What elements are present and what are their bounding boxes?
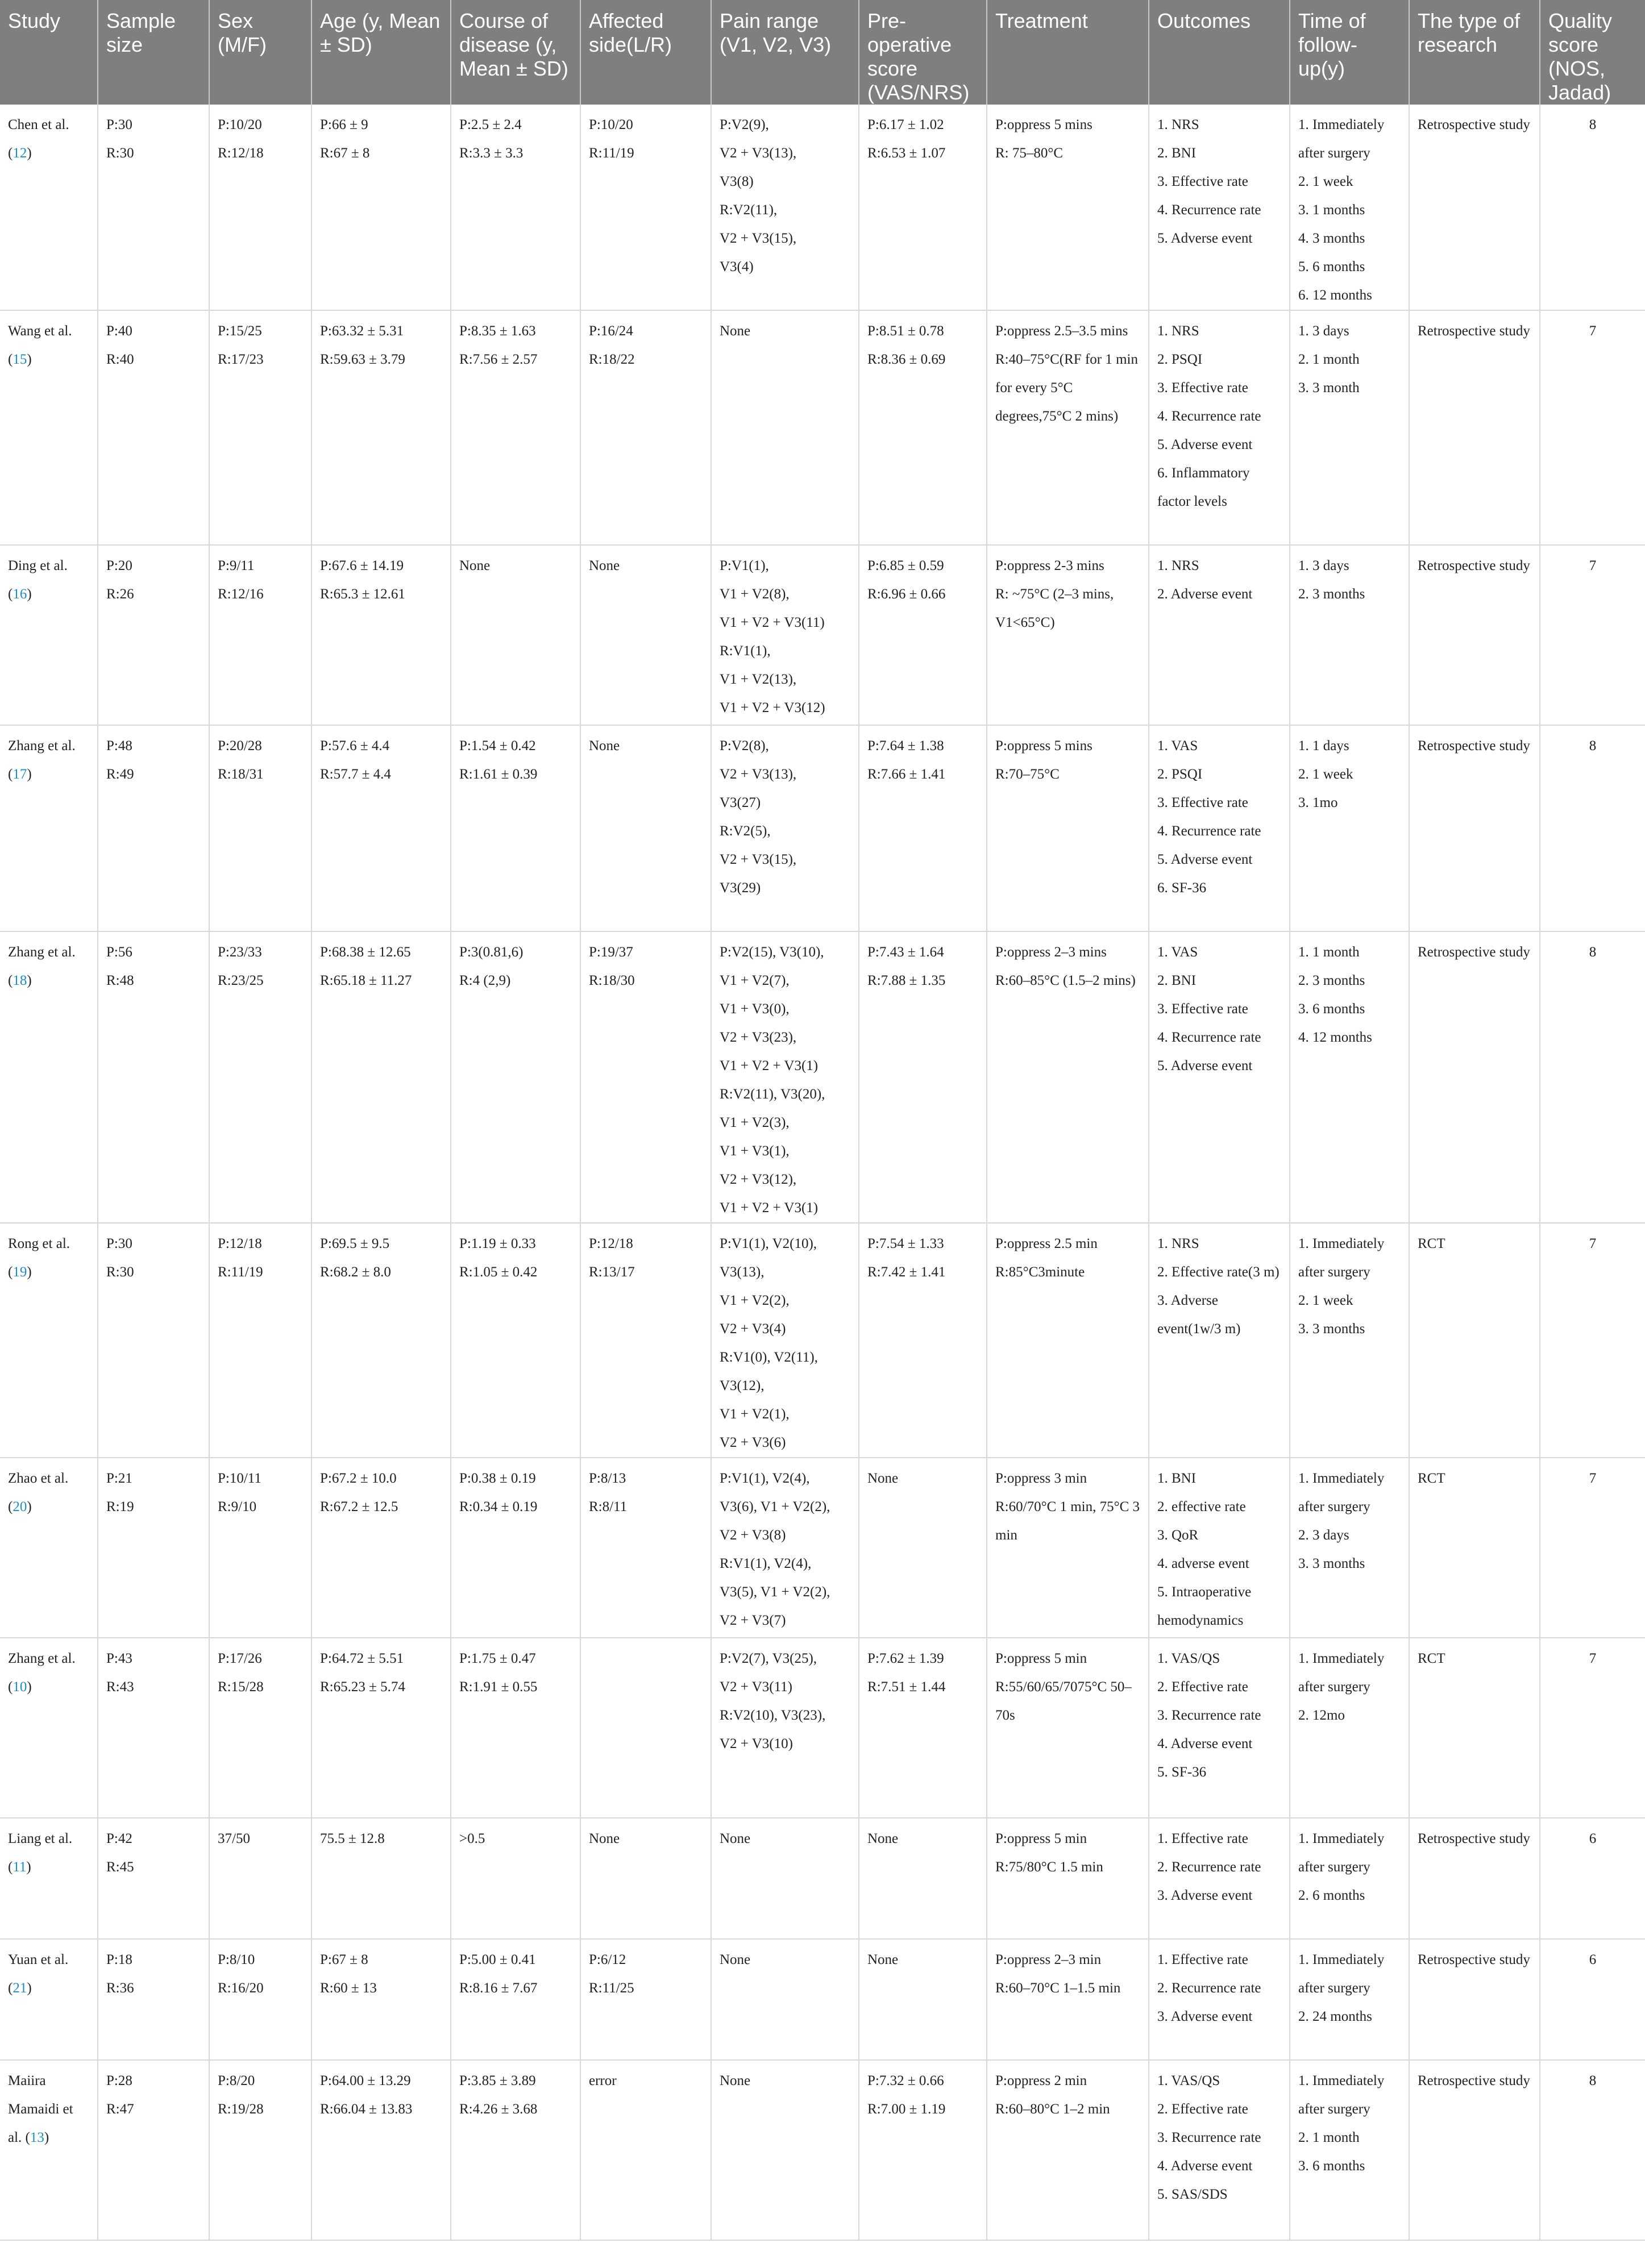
sex-cell: P:20/28 R:18/31 [209,725,311,931]
sex-cell: 37/50 [209,1818,311,1939]
sex-cell: P:8/10 R:16/20 [209,1939,311,2060]
age-cell: P:57.6 ± 4.4 R:57.7 ± 4.4 [311,725,451,931]
sample-size-cell: P:56 R:48 [98,931,209,1223]
follow-up-cell: 1. Immediately after surgery 2. 1 month 3. 6 months [1290,2060,1409,2240]
study-cell: Maiira Mamaidi et al. (13) [0,2060,98,2240]
age-cell: P:63.32 ± 5.31 R:59.63 ± 3.79 [311,310,451,545]
study-name: Yuan et al. [8,1952,69,1967]
preoperative-score-cell: P:7.54 ± 1.33 R:7.42 ± 1.41 [859,1223,987,1458]
reference-link[interactable]: 20 [13,1499,27,1514]
treatment-cell: P:oppress 2 min R:60–80°C 1–2 min [987,2060,1149,2240]
treatment-cell: P:oppress 2-3 mins R: ~75°C (2–3 mins, V1<65°C) [987,545,1149,725]
header-row [0,0,1645,105]
research-type-cell: Retrospective study [1409,310,1540,545]
follow-up-cell: 1. Immediately after surgery 2. 12mo [1290,1638,1409,1818]
research-type-cell: Retrospective study [1409,1818,1540,1939]
treatment-cell: P:oppress 2.5–3.5 mins R:40–75°C(RF for 1 min for every 5°C degrees,75°C 2 mins) [987,310,1149,545]
table-body [0,105,1645,2240]
course-cell: P:1.75 ± 0.47 R:1.91 ± 0.55 [451,1638,580,1818]
table-row [0,545,1645,725]
quality-score-cell: 8 [1540,725,1645,931]
preoperative-score-cell: P:8.51 ± 0.78 R:8.36 ± 0.69 [859,310,987,545]
preoperative-score-cell: P:7.43 ± 1.64 R:7.88 ± 1.35 [859,931,987,1223]
sample-size-cell: P:43 R:43 [98,1638,209,1818]
reference-link[interactable]: 15 [13,352,27,367]
course-cell: P:2.5 ± 2.4 R:3.3 ± 3.3 [451,105,580,310]
affected-side-cell [580,1638,711,1818]
follow-up-cell: 1. Immediately after surgery 2. 3 days 3. 3 months [1290,1458,1409,1638]
preoperative-score-cell: P:7.62 ± 1.39 R:7.51 ± 1.44 [859,1638,987,1818]
sample-size-cell: P:28 R:47 [98,2060,209,2240]
treatment-cell: P:oppress 5 min R:75/80°C 1.5 min [987,1818,1149,1939]
research-type-cell: Retrospective study [1409,105,1540,310]
age-cell: P:67.2 ± 10.0 R:67.2 ± 12.5 [311,1458,451,1638]
course-cell: >0.5 [451,1818,580,1939]
quality-score-cell: 8 [1540,931,1645,1223]
quality-score-cell: 7 [1540,1638,1645,1818]
column-header: Age (y, Mean ± SD) [311,0,451,105]
affected-side-cell: P:16/24 R:18/22 [580,310,711,545]
column-header: Sex (M/F) [209,0,311,105]
age-cell: P:67 ± 8 R:60 ± 13 [311,1939,451,2060]
study-name: Rong et al. [8,1236,70,1251]
preoperative-score-cell: None [859,1939,987,2060]
outcomes-cell: 1. NRS 2. PSQI 3. Effective rate 4. Recurrence rate 5. Adverse event 6. Inflammatory factor levels [1149,310,1290,545]
reference-link[interactable]: 19 [13,1264,27,1280]
follow-up-cell: 1. 3 days 2. 1 month 3. 3 month [1290,310,1409,545]
age-cell: P:64.72 ± 5.51 R:65.23 ± 5.74 [311,1638,451,1818]
pain-range-cell: None [711,310,859,545]
follow-up-cell: 1. 1 month 2. 3 months 3. 6 months 4. 12 months [1290,931,1409,1223]
reference-link[interactable]: 13 [30,2130,44,2145]
table-row [0,1458,1645,1638]
outcomes-cell: 1. VAS/QS 2. Effective rate 3. Recurrence rate 4. Adverse event 5. SF-36 [1149,1638,1290,1818]
sex-cell: P:10/11 R:9/10 [209,1458,311,1638]
pain-range-cell: P:V2(9), V2 + V3(13), V3(8) R:V2(11), V2 + V3(15), V3(4) [711,105,859,310]
preoperative-score-cell: P:6.17 ± 1.02 R:6.53 ± 1.07 [859,105,987,310]
course-cell: P:0.38 ± 0.19 R:0.34 ± 0.19 [451,1458,580,1638]
study-cell: Wang et al. (15) [0,310,98,545]
affected-side-cell: error [580,2060,711,2240]
pain-range-cell: None [711,1818,859,1939]
sex-cell: P:10/20 R:12/18 [209,105,311,310]
affected-side-cell: P:19/37 R:18/30 [580,931,711,1223]
preoperative-score-cell: P:7.64 ± 1.38 R:7.66 ± 1.41 [859,725,987,931]
outcomes-cell: 1. Effective rate 2. Recurrence rate 3. Adverse event [1149,1818,1290,1939]
study-cell: Liang et al. (11) [0,1818,98,1939]
table-row [0,931,1645,1223]
affected-side-cell: None [580,545,711,725]
outcomes-cell: 1. NRS 2. BNI 3. Effective rate 4. Recurrence rate 5. Adverse event [1149,105,1290,310]
affected-side-cell: P:12/18 R:13/17 [580,1223,711,1458]
follow-up-cell: 1. 3 days 2. 3 months [1290,545,1409,725]
age-cell: P:67.6 ± 14.19 R:65.3 ± 12.61 [311,545,451,725]
study-name: Zhao et al. [8,1471,69,1486]
treatment-cell: P:oppress 2.5 min R:85°C3minute [987,1223,1149,1458]
study-name: Zhang et al. [8,1651,76,1666]
reference-link[interactable]: 18 [13,973,27,988]
pain-range-cell: P:V1(1), V1 + V2(8), V1 + V2 + V3(11) R:V1(1), V1 + V2(13), V1 + V2 + V3(12) [711,545,859,725]
column-header: Treatment [987,0,1149,105]
age-cell: P:64.00 ± 13.29 R:66.04 ± 13.83 [311,2060,451,2240]
sex-cell: P:15/25 R:17/23 [209,310,311,545]
quality-score-cell: 7 [1540,1223,1645,1458]
research-type-cell: Retrospective study [1409,2060,1540,2240]
preoperative-score-cell: None [859,1458,987,1638]
course-cell: P:1.19 ± 0.33 R:1.05 ± 0.42 [451,1223,580,1458]
research-type-cell: Retrospective study [1409,1939,1540,2060]
follow-up-cell: 1. Immediately after surgery 2. 1 week 3. 1 months 4. 3 months 5. 6 months 6. 12 months [1290,105,1409,310]
column-header: Course of disease (y, Mean ± SD) [451,0,580,105]
follow-up-cell: 1. Immediately after surgery 2. 6 months [1290,1818,1409,1939]
study-name: Zhang et al. [8,738,76,754]
age-cell: P:69.5 ± 9.5 R:68.2 ± 8.0 [311,1223,451,1458]
research-type-cell: RCT [1409,1223,1540,1458]
affected-side-cell: P:6/12 R:11/25 [580,1939,711,2060]
treatment-cell: P:oppress 3 min R:60/70°C 1 min, 75°C 3 min [987,1458,1149,1638]
follow-up-cell: 1. Immediately after surgery 2. 1 week 3. 3 months [1290,1223,1409,1458]
affected-side-cell: P:8/13 R:8/11 [580,1458,711,1638]
table-row [0,1939,1645,2060]
sex-cell: P:23/33 R:23/25 [209,931,311,1223]
table-row [0,1818,1645,1939]
outcomes-cell: 1. NRS 2. Adverse event [1149,545,1290,725]
column-header: Pre-operative score (VAS/NRS) [859,0,987,105]
treatment-cell: P:oppress 5 mins R: 75–80°C [987,105,1149,310]
column-header: The type of research [1409,0,1540,105]
follow-up-cell: 1. Immediately after surgery 2. 24 months [1290,1939,1409,2060]
research-type-cell: Retrospective study [1409,931,1540,1223]
sample-size-cell: P:48 R:49 [98,725,209,931]
column-header: Affected side(L/R) [580,0,711,105]
course-cell: P:3(0.81,6) R:4 (2,9) [451,931,580,1223]
quality-score-cell: 6 [1540,1939,1645,2060]
study-cell: Chen et al. (12) [0,105,98,310]
quality-score-cell: 6 [1540,1818,1645,1939]
preoperative-score-cell: None [859,1818,987,1939]
sex-cell: P:12/18 R:11/19 [209,1223,311,1458]
affected-side-cell: P:10/20 R:11/19 [580,105,711,310]
sample-size-cell: P:18 R:36 [98,1939,209,2060]
pain-range-cell: P:V1(1), V2(10), V3(13), V1 + V2(2), V2 + V3(4) R:V1(0), V2(11), V3(12), V1 + V2(1), V2 + V3(6) [711,1223,859,1458]
pain-range-cell: P:V2(8), V2 + V3(13), V3(27) R:V2(5), V2 + V3(15), V3(29) [711,725,859,931]
reference-link[interactable]: 21 [13,1980,27,1996]
sample-size-cell: P:20 R:26 [98,545,209,725]
table-header [0,0,1645,105]
table-row [0,1223,1645,1458]
column-header: Pain range (V1, V2, V3) [711,0,859,105]
course-cell: P:5.00 ± 0.41 R:8.16 ± 7.67 [451,1939,580,2060]
sample-size-cell: P:40 R:40 [98,310,209,545]
outcomes-cell: 1. VAS 2. PSQI 3. Effective rate 4. Recurrence rate 5. Adverse event 6. SF-36 [1149,725,1290,931]
reference-link[interactable]: 11 [13,1859,27,1875]
reference-link[interactable]: 12 [13,145,27,161]
treatment-cell: P:oppress 2–3 mins R:60–85°C (1.5–2 mins) [987,931,1149,1223]
outcomes-cell: 1. VAS 2. BNI 3. Effective rate 4. Recurrence rate 5. Adverse event [1149,931,1290,1223]
sample-size-cell: P:30 R:30 [98,1223,209,1458]
study-cell: Zhao et al. (20) [0,1458,98,1638]
pain-range-cell: None [711,1939,859,2060]
course-cell: P:1.54 ± 0.42 R:1.61 ± 0.39 [451,725,580,931]
study-cell: Zhang et al. (18) [0,931,98,1223]
affected-side-cell: None [580,725,711,931]
outcomes-cell: 1. NRS 2. Effective rate(3 m) 3. Adverse event(1w/3 m) [1149,1223,1290,1458]
pain-range-cell: P:V2(15), V3(10), V1 + V2(7), V1 + V3(0), V2 + V3(23), V1 + V2 + V3(1) R:V2(11), V3(20), V1 + V2(3), V1 + V3(1), V2 + V3(12), V1 + V2 + V3(1) [711,931,859,1223]
reference-link[interactable]: 10 [13,1679,27,1695]
quality-score-cell: 8 [1540,2060,1645,2240]
column-header: Outcomes [1149,0,1290,105]
reference-link[interactable]: 16 [13,586,27,602]
column-header: Sample size [98,0,209,105]
table-row [0,2060,1645,2240]
study-cell: Yuan et al. (21) [0,1939,98,2060]
research-type-cell: Retrospective study [1409,725,1540,931]
study-name: Maiira Mamaidi et al. [8,2073,73,2145]
reference-link[interactable]: 17 [13,767,27,782]
preoperative-score-cell: P:7.32 ± 0.66 R:7.00 ± 1.19 [859,2060,987,2240]
quality-score-cell: 8 [1540,105,1645,310]
affected-side-cell: None [580,1818,711,1939]
sex-cell: P:8/20 R:19/28 [209,2060,311,2240]
follow-up-cell: 1. 1 days 2. 1 week 3. 1mo [1290,725,1409,931]
sex-cell: P:17/26 R:15/28 [209,1638,311,1818]
column-header: Quality score (NOS, Jadad) [1540,0,1645,105]
study-name: Zhang et al. [8,944,76,960]
study-cell: Zhang et al. (10) [0,1638,98,1818]
outcomes-cell: 1. VAS/QS 2. Effective rate 3. Recurrence rate 4. Adverse event 5. SAS/SDS [1149,2060,1290,2240]
quality-score-cell: 7 [1540,1458,1645,1638]
treatment-cell: P:oppress 5 min R:55/60/65/7075°C 50–70s [987,1638,1149,1818]
course-cell: None [451,545,580,725]
study-cell: Zhang et al. (17) [0,725,98,931]
course-cell: P:8.35 ± 1.63 R:7.56 ± 2.57 [451,310,580,545]
table-row [0,310,1645,545]
sample-size-cell: P:42 R:45 [98,1818,209,1939]
treatment-cell: P:oppress 5 mins R:70–75°C [987,725,1149,931]
treatment-cell: P:oppress 2–3 min R:60–70°C 1–1.5 min [987,1939,1149,2060]
column-header: Time of follow-up(y) [1290,0,1409,105]
study-name: Liang et al. [8,1831,73,1846]
outcomes-cell: 1. BNI 2. effective rate 3. QoR 4. adverse event 5. Intraoperative hemodynamics [1149,1458,1290,1638]
study-name: Chen et al. [8,117,69,132]
pain-range-cell: P:V2(7), V3(25), V2 + V3(11) R:V2(10), V3(23), V2 + V3(10) [711,1638,859,1818]
table-row [0,105,1645,310]
study-cell: Ding et al. (16) [0,545,98,725]
quality-score-cell: 7 [1540,310,1645,545]
sample-size-cell: P:21 R:19 [98,1458,209,1638]
quality-score-cell: 7 [1540,545,1645,725]
column-header: Study [0,0,98,105]
study-name: Ding et al. [8,558,68,573]
study-cell: Rong et al. (19) [0,1223,98,1458]
research-type-cell: RCT [1409,1638,1540,1818]
table-row [0,725,1645,931]
course-cell: P:3.85 ± 3.89 R:4.26 ± 3.68 [451,2060,580,2240]
sample-size-cell: P:30 R:30 [98,105,209,310]
age-cell: 75.5 ± 12.8 [311,1818,451,1939]
sex-cell: P:9/11 R:12/16 [209,545,311,725]
age-cell: P:66 ± 9 R:67 ± 8 [311,105,451,310]
pain-range-cell: P:V1(1), V2(4), V3(6), V1 + V2(2), V2 + V3(8) R:V1(1), V2(4), V3(5), V1 + V2(2), V2 + V3(7) [711,1458,859,1638]
table-row [0,1638,1645,1818]
research-type-cell: Retrospective study [1409,545,1540,725]
study-name: Wang et al. [8,323,72,339]
pain-range-cell: None [711,2060,859,2240]
preoperative-score-cell: P:6.85 ± 0.59 R:6.96 ± 0.66 [859,545,987,725]
age-cell: P:68.38 ± 12.65 R:65.18 ± 11.27 [311,931,451,1223]
outcomes-cell: 1. Effective rate 2. Recurrence rate 3. Adverse event [1149,1939,1290,2060]
research-type-cell: RCT [1409,1458,1540,1638]
